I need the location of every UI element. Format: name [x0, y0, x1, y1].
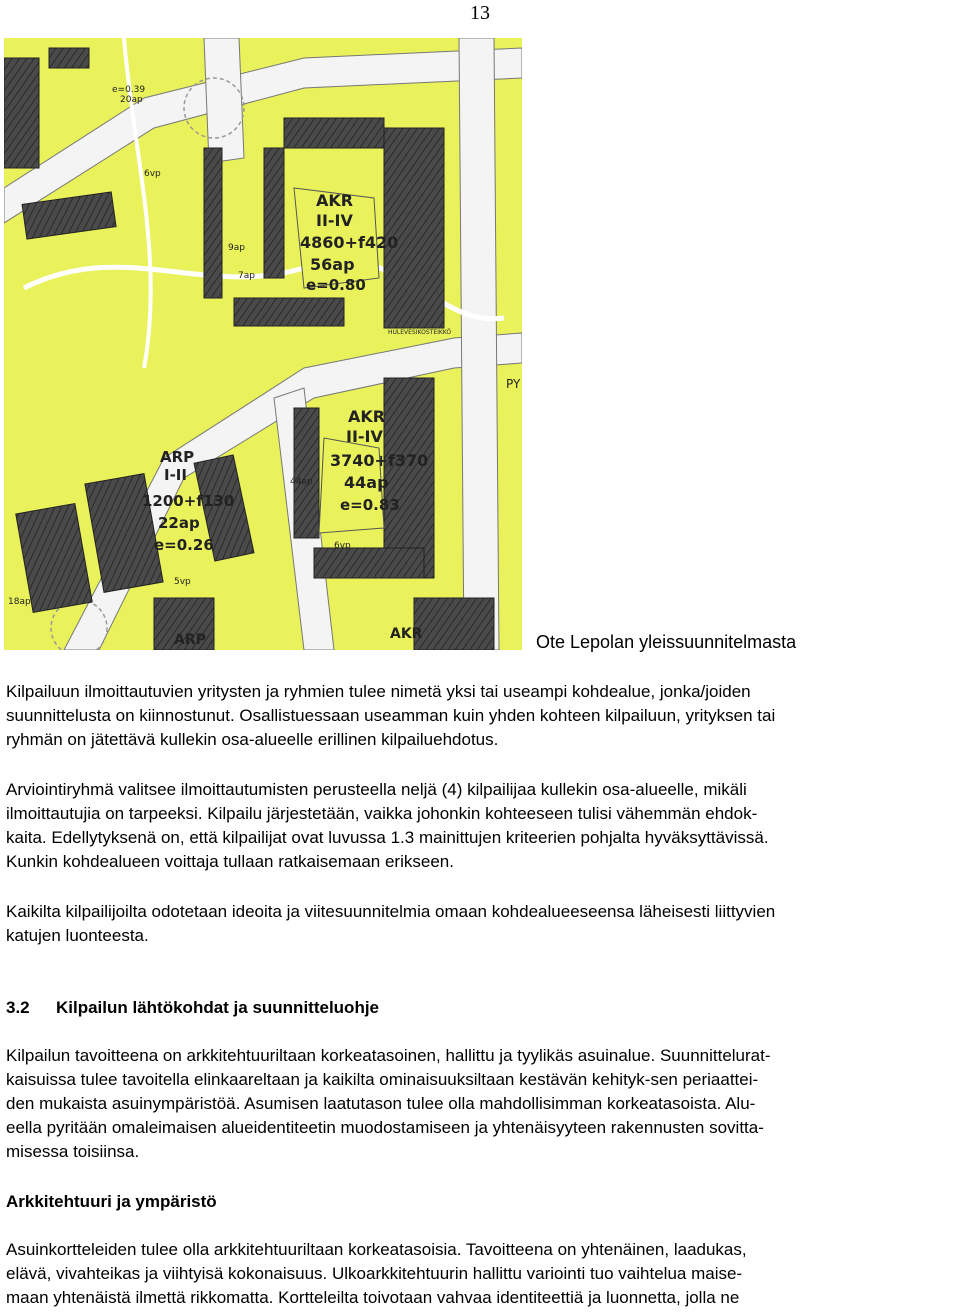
text-line: Asuinkortteleiden tulee olla arkkitehtuuriltaan korkeatasoisia. Tavoitteena on yhtenäinen, laadukas, — [6, 1240, 747, 1259]
map-label: HULEVESIKOSTEIKKÖ — [388, 329, 452, 336]
building — [294, 408, 319, 538]
text-line: den mukaista asuinympäristöä. Asumisen laatutason tulee olla mahdollisimman korkeatasoista. Alu- — [6, 1094, 756, 1113]
map-label: e=0.26 — [154, 536, 214, 554]
text-line: Kaikilta kilpailijoilta odotetaan ideoita ja viitesuunnitelmia omaan kohdealueeseensa läheisesti liittyvien — [6, 902, 776, 921]
street — [459, 38, 499, 650]
map-label: 6vp — [144, 169, 161, 179]
map-label: 1200+f130 — [142, 492, 235, 510]
map-label: II-IV — [346, 427, 383, 446]
text-line: kaita. Edellytyksenä on, että kilpailijat ovat luvussa 1.3 mainittujen kriteerien pohjalta hyväksyttävissä. — [6, 828, 769, 847]
text-line: elävä, vivahteikas ja viihtyisä kokonaisuus. Ulkoarkkitehtuurin hallittu variointi tuo vaihtelua maise- — [6, 1264, 743, 1283]
building — [414, 598, 494, 650]
text-line: Arviointiryhmä valitsee ilmoittautumisten perusteella neljä (4) kilpailijaa kullekin osa-alueelle, mikäli — [6, 780, 747, 799]
paragraph-expectations — [6, 900, 958, 948]
map-label: 20ap — [120, 95, 143, 105]
subsection-heading: Arkkitehtuuri ja ympäristö — [6, 1192, 217, 1211]
building — [49, 48, 89, 68]
map-label: II-IV — [316, 211, 353, 230]
map-label: AKR — [390, 626, 423, 642]
map-label: AKR — [348, 407, 386, 426]
paragraph-goals — [6, 1044, 958, 1164]
building — [284, 118, 384, 148]
paragraph-architecture — [6, 1238, 958, 1310]
map-label: 44ap — [344, 473, 389, 492]
map-label: 18ap — [8, 597, 31, 607]
map-label: 4860+f420 — [300, 233, 399, 252]
text-line: Kilpailuun ilmoittautuvien yritysten ja ryhmien tulee nimetä yksi tai useampi kohdealue, jonka/joiden — [6, 682, 751, 701]
map-label: e=0.83 — [340, 496, 400, 514]
building — [314, 548, 424, 578]
map-label: 44ap — [290, 477, 313, 487]
text-line: Kunkin kohdealueen voittaja tullaan ratkaisemaan erikseen. — [6, 852, 454, 871]
map-caption: Ote Lepolan yleissuunnitelmasta — [536, 632, 797, 652]
map-label: 22ap — [158, 514, 200, 532]
text-line: maan yhtenäistä ilmettä rikkomatta. Kortteleilta toivotaan vahvaa identiteettiä ja luonnetta, jolla ne — [6, 1288, 740, 1307]
text-line: eella pyritään omaleimaisen alueidentiteetin muodostamiseen ja yhtenäisyyteen rakennusten sovitta- — [6, 1118, 764, 1137]
text-line: suunnittelusta on kiinnostunut. Osallistuessaan useamman kuin yhden kohteen kilpailuun, yrityksen tai — [6, 706, 776, 725]
map-label: ARP — [160, 448, 195, 466]
map-label: PY — [506, 377, 521, 391]
map-label: 9ap — [228, 243, 245, 253]
text-line: ilmoittautujia on tarpeeksi. Kilpailu järjestetään, vaikka johonkin kohteeseen tulisi vähemmän ehdok- — [6, 804, 758, 823]
map-label: 3740+f370 — [330, 451, 429, 470]
text-line: ryhmän on jätettävä kullekin osa-alueelle erillinen kilpailuehdotus. — [6, 730, 499, 749]
section-title: Kilpailun lähtökohdat ja suunnitteluohje — [56, 998, 379, 1017]
map-label: 6vp — [334, 541, 351, 551]
street — [204, 38, 244, 163]
map-label: 5vp — [174, 577, 191, 587]
map-label: I-II — [164, 466, 187, 484]
map-label: 7ap — [238, 271, 255, 281]
text-line: misessa toisiinsa. — [6, 1142, 140, 1161]
paragraph-registration — [6, 680, 958, 752]
building — [204, 148, 222, 298]
text-line: katujen luonteesta. — [6, 926, 149, 945]
building — [4, 58, 39, 168]
text-line: kaisuissa tulee tavoitella elinkaareltaan ja kaikilta ominaisuuksiltaan kestävän kehityk-sen periaattei- — [6, 1070, 759, 1089]
page-number: 13 — [470, 2, 490, 24]
building — [234, 298, 344, 326]
building — [264, 148, 284, 278]
map-label: e=0.80 — [306, 276, 366, 294]
map-label: ARP — [174, 632, 206, 648]
site-plan-map — [4, 38, 522, 650]
section-number: 3.2 — [6, 998, 30, 1017]
map-label: 56ap — [310, 255, 355, 274]
text-line: Kilpailun tavoitteena on arkkitehtuuriltaan korkeatasoinen, hallittu ja tyylikäs asuinalue. Suunnittelurat- — [6, 1046, 771, 1065]
map-label: AKR — [316, 191, 354, 210]
paragraph-evaluation — [6, 778, 958, 874]
map-label: e=0.39 — [112, 85, 146, 95]
building — [384, 128, 444, 328]
section-heading — [6, 996, 379, 1020]
